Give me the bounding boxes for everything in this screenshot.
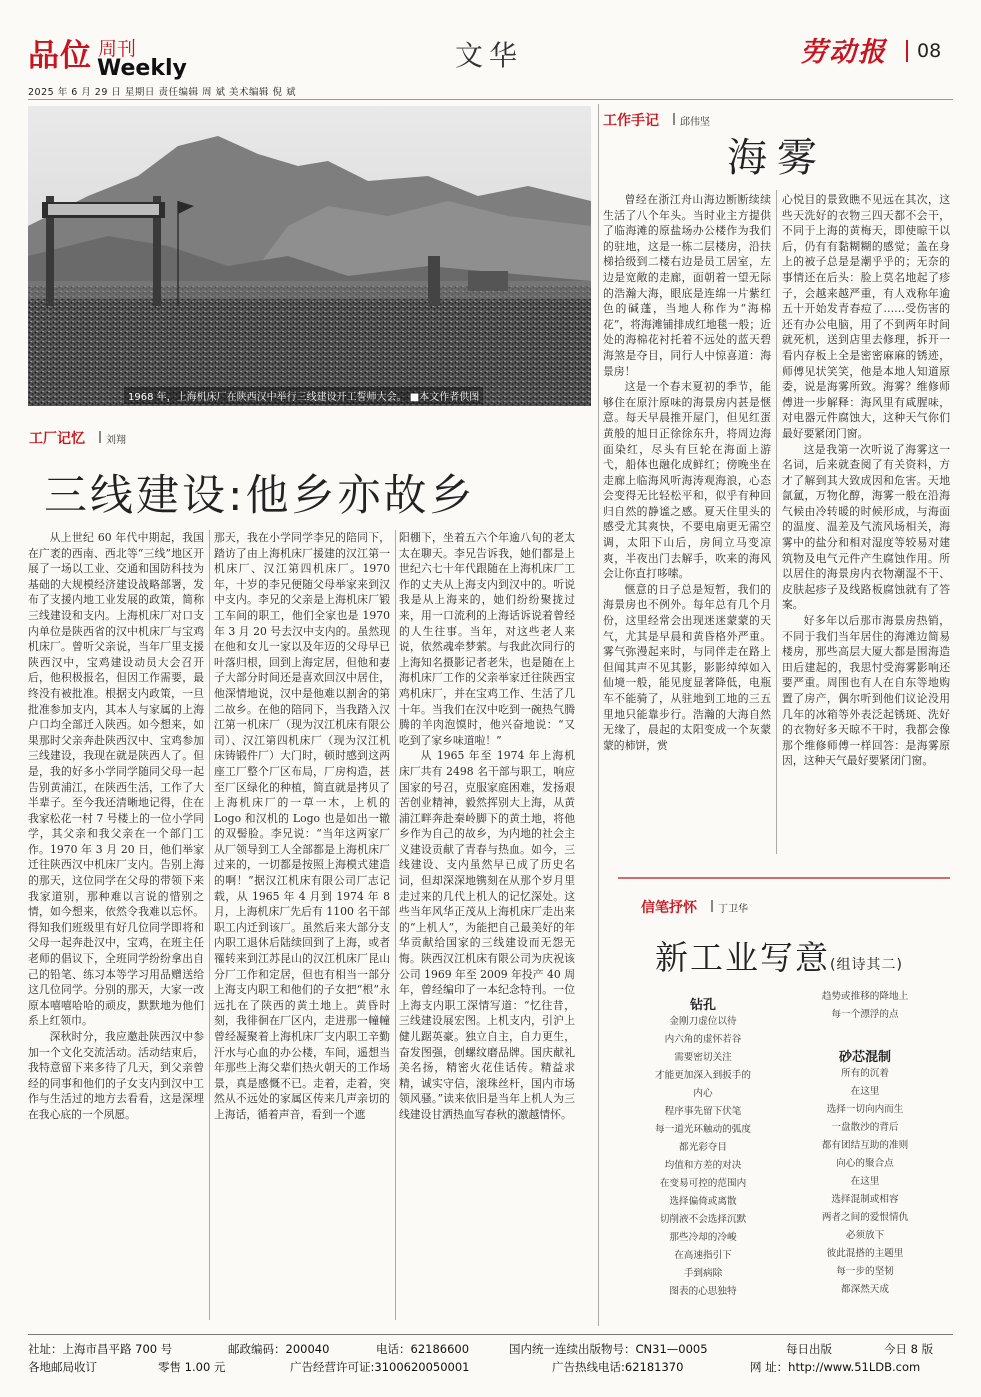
poem-line: 选择偏倚或离散 [669, 1196, 737, 1207]
poem-line: 彼此混搭的主题里 [826, 1248, 904, 1259]
poem-1-lines [628, 1013, 778, 1301]
footer-daily: 每日出版 [786, 1342, 832, 1356]
poem-line: 每一个漂浮的点 [831, 1009, 899, 1020]
poem-line: 在变易可控的范围内 [659, 1178, 747, 1189]
article-fog-col-2 [782, 192, 950, 856]
article-left-col-3 [399, 530, 575, 1322]
poem-2-title: 砂芯混制 [838, 1050, 891, 1065]
page-number: 08 [917, 40, 942, 62]
section-title: 文华 [455, 39, 524, 72]
poem-line: 向心的聚合点 [836, 1158, 894, 1169]
paragraph: 从 1965 年至 1974 年上海机床厂共有 2498 名干部与职工，响应国家的号召，克服家庭困难，发扬艰苦创业精神，毅然挥别大上海，从黄浦江畔奔赴秦岭脚下的黄土地，将他乡作为自己的故乡，为内地的社会主义建设贡献了青春与热血。如今，三线建设、支内虽然早已成了历史名词，但却深深地镌刻在从那个岁月里走过来的几代上机人的记忆深处。这些当年风华正茂从上海机床厂走出来的“上机人”，为能把自己最美好的年华贡献给国家的三线建设而无怨无悔。陕西汉江机床有限公司为庆祝该公司 1969 年至 2009 年投产 40 周年，曾经编印了一本纪念特刊。一位上海支内职工深情写道：“忆往昔，三线建设展宏图。上机支内，引沪上健儿踞英豪。独立自主，自力更生，奋发图强，创螺纹磨品牌。国庆献礼美名扬，精密火花佳话传。精益求精，诚实守信，滚珠丝杆，国内市场领风骚。”读来依旧是当年上机人为三线建设甘洒热血写春秋的激越情怀。 [399, 749, 575, 1121]
author-left: 刘翔 [106, 435, 126, 446]
poem-line: 所有的沉着 [841, 1068, 889, 1079]
poem-2 [790, 1046, 940, 1299]
poem-1 [628, 994, 778, 1301]
paragraph: 从上世纪 60 年代中期起，我国在广袤的西南、西北等“三线”地区开展了一场以工业、交通和国防科技为基础的大规模经济建设战略部署，发布了支援内地工业发展的政策，简称三线建设和支内。上海机床厂对口支内单位是陕西省的汉中机床厂与宝鸡机床厂。曾听父亲说，当年厂里支援陕西汉中，宝鸡建设动员大会召开后，他积极报名，但因工作需要，最终没有被批准。根据支内政策，一旦批准参加支内，其本人与家属的上海户口均全部迁入陕西。如今想来，如果那时父亲奔赴陕西汉中、宝鸡参加三线建设，我现在就是陕西人了。但是，我的好多小学同学随同父母一起告别黄浦江，在陕西生活，工作了大半辈子。至今我还清晰地记得，住在我家松花一村 7 号楼上的一位小学同学，其父亲和我父亲在一个部门工作。1970 年 3 月 20 日，他们举家迁往陕西汉中机床厂支内。告别上海的那天，这位同学在父母的带领下来我家道别，那种难以言说的惜别之情，如今想来，依然令我难以忘怀。得知我们班级里有好几位同学即将和父母一起奔赴汉中，宝鸡，在班主任老师的倡议下，全班同学纷纷拿出自己的铅笔、练习本等学习用品赠送给这几位同学。分别的那天，大家一改原本嘻嘻哈哈的顽皮，默默地为他们系上红领巾。 [28, 531, 204, 1028]
poem-line: 在这里 [850, 1086, 880, 1097]
poem-2-lines [790, 1065, 940, 1299]
poem-line: 选择混制或相容 [831, 1194, 899, 1205]
column-tag-fog: 工作手记 [603, 113, 659, 129]
author-fog: 邱伟坚 [680, 117, 710, 128]
poem-1-tail [790, 988, 940, 1024]
poem-line: 在这里 [850, 1176, 880, 1187]
poem-subtitle: (组诗其二) [830, 957, 903, 973]
poem-line: 图表的心思独特 [669, 1286, 737, 1297]
poem-line: 必须放下 [845, 1230, 885, 1241]
paragraph: 深秋时分，我应邀赴陕西汉中参加一个文化交流活动。活动结束后，我特意留下来多待了几天，到父亲曾经的同事和他们的子女支内到汉中工作与生活过的地方去看看，这是深埋在我心底的一个夙愿。 [28, 1030, 204, 1121]
footer-cn: 国内统一连续出版物号：CN31—0005 [509, 1342, 708, 1356]
poem-line: 选择一切向内而生 [826, 1104, 904, 1115]
paper-logo: 劳动报 [800, 37, 887, 68]
article-left-col-2 [214, 530, 390, 1322]
brand-logo: 品位 [28, 38, 92, 74]
poem-line: 程序事先留下伏笔 [664, 1106, 742, 1117]
poem-line: 两者之间的爱恨情仇 [821, 1212, 909, 1223]
column-rule [776, 190, 777, 854]
footer-website: 网 址：http://www.51LDB.com [750, 1360, 921, 1374]
poem-line: 那些冷却的冷峻 [669, 1232, 737, 1243]
footer-phone: 电话：62186600 [376, 1342, 470, 1356]
poem-line: 都光彩夺目 [679, 1142, 727, 1153]
headline-left: 三线建设:他乡亦故乡 [44, 471, 476, 521]
poem-title [655, 932, 903, 979]
poem-line: 切削液不会选择沉默 [659, 1214, 747, 1225]
headline-fog: 海雾 [727, 135, 827, 181]
poem-line: 金刚刀虚位以待 [669, 1016, 737, 1027]
historical-photo [28, 106, 591, 406]
column-tag-poem: 信笔抒怀 [641, 900, 697, 916]
footer-address: 社址：上海市昌平路 700 号 [28, 1342, 173, 1356]
poem-line: 手到病除 [683, 1268, 723, 1279]
tag-divider [711, 900, 713, 912]
page-column-rule [598, 104, 599, 1326]
paragraph: 好多年以后那市海景房热销，不同于我们当年居住的海滩边简易楼房，那些高层大厦大都是围海造田后建起的，我思忖受海雾影响还要严重。周围也有人在自东等地购置了房产，偶尔听到他们议论没用几年的冰箱等外表泛起锈斑、洗好的衣物好多天晾不干时，我都会像那个维修师傅一样回答：是海雾原因，这种天气最好要紧闭门窗。 [782, 614, 950, 768]
poem-1-title: 钻孔 [689, 998, 716, 1013]
paragraph: 这是一个春末夏初的季节，能够住在原汁原味的海景房内甚是惬意。每天早晨推开屋门，但见红蛋黄般的旭日正徐徐东升，将周边海面染红，尽头有巨轮在海面上游弋，船体也融化成鲜红；傍晚坐在走廊上临海风听海涛观海浪，心态会变得无比轻松平和，似乎有种回归自然的静谧之感。夏天住里头的感受尤其爽快，不要电扇更无需空调，太阳下山后，房间立马变凉爽，半夜出门去解手，吹来的海风会让你直打哆嗦。 [603, 380, 771, 581]
poem-line: 内心 [693, 1088, 713, 1099]
paragraph: 这是我第一次听说了海雾这一名词，后来就查阅了有关资料，方才了解到其大致成因和危害。天地氤氲，万物化醇，海雾一般在沿海气候由冷转暖的时候形成，与海面的温度、温差及气流风场相关，海雾中的盐分和相对湿度等较易对建筑物及电气元件产生腐蚀作用。所以居住的海景房内衣物潮湿不干、皮肤起疹子及线路板腐蚀就有了答案。 [782, 442, 950, 612]
footer-pages: 今日 8 版 [884, 1342, 934, 1356]
poem-line: 每一道光环触动的弧度 [655, 1124, 751, 1135]
masthead-rule [28, 99, 953, 100]
poem-line: 每一步的坚韧 [836, 1266, 894, 1277]
author-poem: 丁卫华 [718, 904, 748, 915]
footer-ad-license: 广告经营许可证:3100620050001 [290, 1360, 470, 1374]
column-rule [395, 530, 396, 1320]
poem-1-tail-lines [790, 988, 940, 1024]
paragraph: 那天，我在小学同学李兄的陪同下，踏访了由上海机床厂援建的汉江第一机床厂、汉江第四机床厂。1970 年，十岁的李兄便随父母举家来到汉中支内。李兄的父亲是上海机床厂锻工车间的职工，他们全家也是 1970 年 3 月 20 号去汉中支内的。虽然现在他和女儿一家以及年迈的父母早已叶落归根，回到上海定居，但他和妻子大部分时间还是喜欢回汉中居住，他深情地说，汉中是他难以割舍的第二故乡。在他的陪同下，当我踏入汉江第一机床厂（现为汉江机床有限公司）、汉江第四机床厂（现为汉江机床铸锻件厂）大门时，顿时感到这两座工厂整个厂区布局，厂房构造，甚至厂区绿化的种植，简直就是拷贝了上海机床厂的一草一木，上机的 Logo 和汉机的 Logo 也是如出一辙的双髻脸。李兄说：“当年这两家厂从厂领导到工人全部都是上海机床厂过来的，一切都是按照上海模式建造的啊！”据汉江机床有限公司厂志记载，从 1965 年 4 月到 1974 年 8 月，上海机床厂先后有 1100 名干部职工内迁到该厂。虽然后来大部分支内职工退休后陆续回到了上海，或者罹转来到江苏昆山的汉江机床厂昆山分厂工作和定居，但也有相当一部分上海支内职工和他们的子女把“根”永远扎在了陕西的黄土地上。黄昏时刻，我徘徊在厂区内，走进那一幢幢曾经凝聚着上海机床厂支内职工辛勤汗水与心血的办公楼，车间，遥想当年那些上海父辈们热火朝天的工作场景，真是感慨不已。走着，走着，突然从不远处的家属区传来几声亲切的上海话，循着声音，看到一个遮 [214, 531, 390, 1121]
paragraph: 心悦目的景致瞧不见远在其次，这些天洗好的衣物三四天都不会干，不同于上海的黄梅天，即使晾干以后，仍有有黏糊糊的感觉；盖在身上的被子总是是潮乎乎的；无奈的事情还在后头：脸上莫名地起了疹子，会越来越严重，有人戏称年逾五十开始发青春痘了……受伤害的还有办公电脑，用了不到两年时间就死机，送到店里去修理，拆开一看内存板上全是密密麻麻的锈迹，师傅见状笑笑，他是本地人知道原委，说是海雾所致。海雾？维修师傅进一步解释：海风里有咸腥味，对电器元件腐蚀大，这种天气你们最好要紧闭门窗。 [782, 193, 950, 440]
brand-weekly: Weekly [97, 56, 187, 81]
poem-line: 在高速指引下 [674, 1250, 732, 1261]
article-left-col-1 [28, 530, 204, 1322]
footer-subscribe: 各地邮局收订 [28, 1360, 97, 1374]
footer-rule [28, 1334, 953, 1335]
page-number-divider [906, 40, 908, 62]
poem-line: 需要密切关注 [674, 1052, 732, 1063]
footer-postcode: 邮政编码：200040 [228, 1342, 330, 1356]
footer-ad-hotline: 广告热线电话:62181370 [552, 1360, 684, 1374]
brand-zhoukan: 周刊 [98, 38, 137, 60]
poem-line: 内六角的虚怀若谷 [664, 1034, 742, 1045]
poem-line: 都深然天成 [841, 1284, 889, 1295]
paragraph: 阳棚下，坐着五六个年逾八旬的老太太在聊天。李兄告诉我，她们都是上世纪六七十年代跟随在上海机床厂工作的丈夫从上海支内到汉中的。听说我是从上海来的，她们纷纷聚拢过来，用一口流利的上海话诉说着曾经的人生往事。当年，对这些老人来说，依然魂牵梦萦。与我此次同行的上海知名摄影记者老朱，也是随在上海机床厂工作的父亲举家迁往陕西宝鸡机床厂，并在宝鸡工作、生活了几十年。当我们在汉中吃到一碗热气腾腾的羊肉泡馍时，他兴奋地说：“又吃到了家乡味道啦！” [399, 531, 575, 747]
paragraph: 曾经在浙江舟山海边断断续续生活了八个年头。当时业主方提供了临海滩的原盐场办公楼作为我们的驻地，这是一栋二层楼房，沿扶梯拾级到二楼右边是员工居室，左边是宽敞的走廊，面朝着一望无际的浩瀚大海，眼底是连绵一片紫红色的碱蓬，当地人称作为“海棉花”，将海滩铺排成红地毯一般；近处的海棉花衬托着不远处的蓝天碧海煞是夺目，同行人中惊喜道：海景房！ [603, 193, 771, 378]
photo-illustration [28, 106, 591, 406]
photo-caption: 1968 年，上海机床厂在陕西汉中举行三线建设开工誓师大会。 ■本文作者供图 [124, 387, 483, 404]
paragraph: 惬意的日子总是短暂，我们的海景房也不例外。每年总有几个月份，这里经常会出现迷迷蒙蒙的天气，尤其是早晨和黄昏格外严重。雾气弥漫起来时，与同伴走在路上但闻其声不见其影，影影绰绰如入仙境一般，能见度显著降低，电瓶车不能骑了，从驻地到工地的三五里地只能靠步行。浩瀚的大海自然无缘了，晨起的太阳变成一个灰蒙蒙的柿饼，赏 [603, 582, 771, 752]
poem-title-main: 新工业写意 [655, 938, 830, 977]
poem-line: 一盘散沙的背后 [831, 1122, 899, 1133]
tag-divider [673, 113, 675, 125]
poem-line: 才能更加深入到扳手的 [655, 1070, 751, 1081]
tag-divider [99, 431, 101, 443]
column-rule [209, 530, 210, 1320]
article-fog-col-1 [603, 192, 771, 856]
footer-price: 零售 1.00 元 [158, 1360, 226, 1374]
dateline: 2025 年 6 月 29 日 星期日 责任编辑 周 斌 美术编辑 倪 斌 [28, 87, 297, 98]
poem-line: 均值和方差的对决 [664, 1160, 742, 1171]
poem-line: 都有团结互助的准则 [821, 1140, 909, 1151]
poem-line: 趋势或推移的降地上 [821, 991, 909, 1002]
column-tag-left: 工厂记忆 [29, 431, 85, 447]
